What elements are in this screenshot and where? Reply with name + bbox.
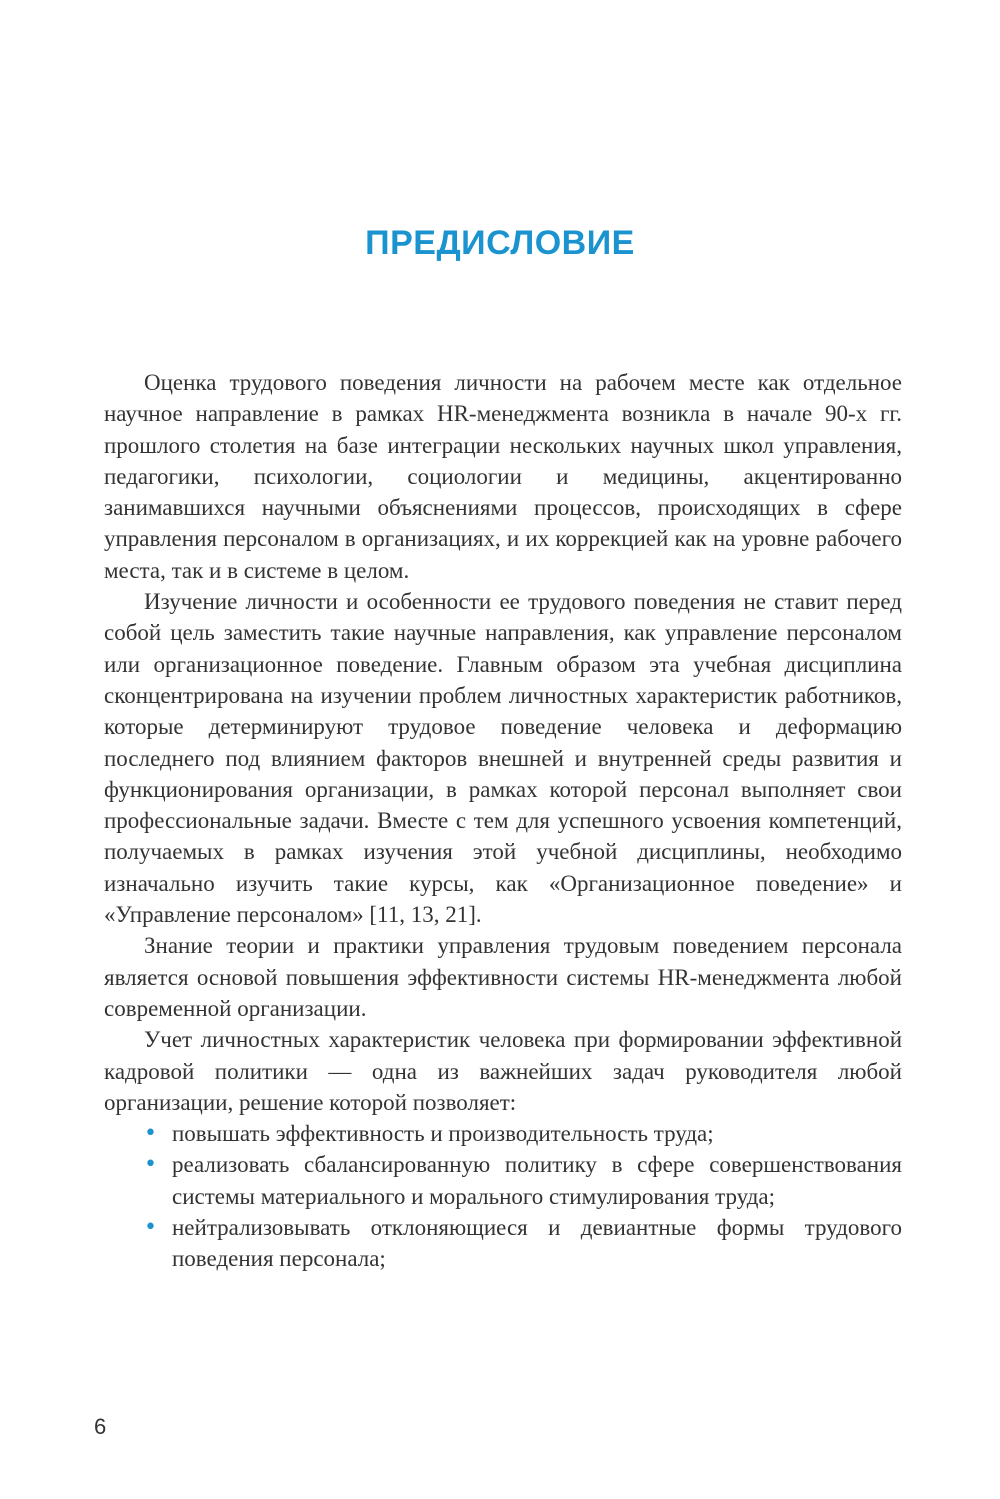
page-number: 6 — [94, 1414, 107, 1439]
bullet-icon: • — [144, 1121, 157, 1147]
bullet-icon: • — [144, 1152, 157, 1178]
paragraph: Изучение личности и особенности ее трудового поведения не ставит перед собой цель заместить такие научные направления, как управление персоналом или организационное поведение. Главным образом эта учебная дисциплина сконцентрирована на изучении проблем личностных характеристик работников, которые детерминируют трудовое поведение человека и деформацию последнего под влиянием факторов внешней и внутренней среды развития и функционирования организации, в рамках которой персонал выполняет свои профессиональные задачи. Вместе с тем для успешного усвоения компетенций, получаемых в рамках изучения этой учебной дисциплины, необходимо изначально изучить такие курсы, как «Организационное поведение» и «Управление персоналом» [11, 13, 21]. — [104, 589, 902, 928]
body-text — [104, 367, 902, 1275]
bullet-text: нейтрализовывать отклоняющиеся и девиантные формы трудового поведения персонала; — [172, 1215, 902, 1272]
bullet-text: реализовать сбалансированную политику в сфере совершенствования системы материального и морального стимулирования труда; — [172, 1152, 902, 1209]
bullet-item — [104, 1149, 902, 1212]
bullet-icon: • — [144, 1215, 157, 1241]
bullet-text: повышать эффективность и производительность труда; — [172, 1121, 714, 1147]
bullet-item — [104, 1118, 902, 1149]
paragraph: Знание теории и практики управления трудовым поведением персонала является основой повышения эффективности системы HR-менеджмента любой современной организации. — [104, 933, 902, 1021]
bullet-item — [104, 1212, 902, 1275]
page-heading: ПРЕДИСЛОВИЕ — [365, 224, 635, 262]
bullet-list — [104, 1118, 902, 1274]
paragraph: Учет личностных характеристик человека при формировании эффективной кадровой политики — одна из важнейших задач руководителя любой организации, решение которой позволяет: — [104, 1027, 902, 1115]
paragraph: Оценка трудового поведения личности на рабочем месте как отдельное научное направление в рамках HR-менеджмента возникла в начале 90-х гг. прошлого столетия на базе интеграции нескольких научных школ управления, педагогики, психологии, социологии и медицины, акцентированно занимавшихся научными объяснениями процессов, происходящих в сфере управления персоналом в организациях, и их коррекцией как на уровне рабочего места, так и в системе в целом. — [104, 370, 902, 583]
